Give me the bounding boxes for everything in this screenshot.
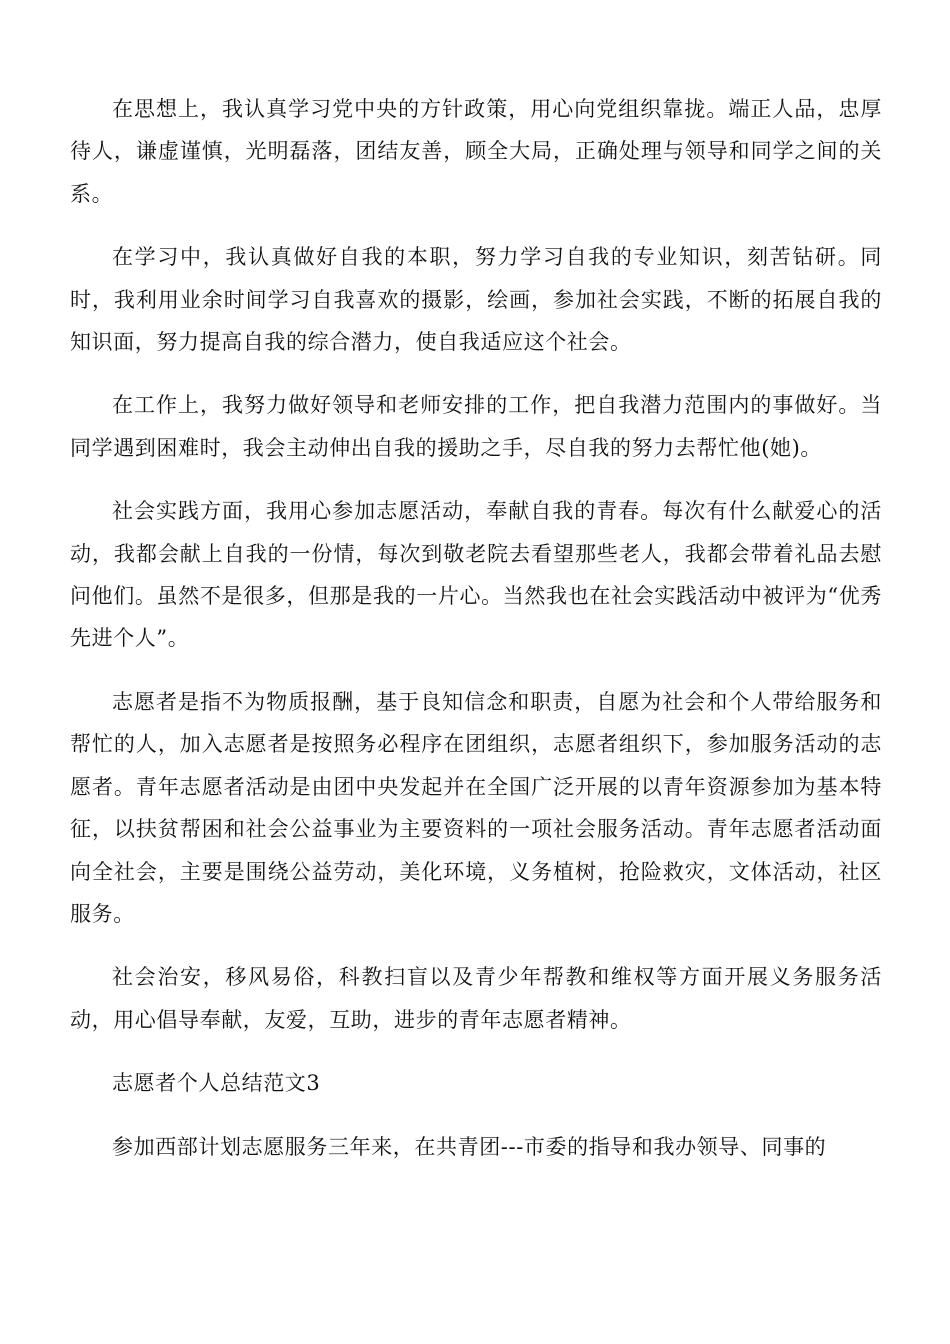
paragraph-work: 在工作上，我努力做好领导和老师安排的工作，把自我潜力范围内的事做好。当同学遇到困难时，我会主动伸出自我的援助之手，尽自我的努力去帮忙他(她)。 [70, 393, 882, 460]
paragraph-social-security: 社会治安，移风易俗，科教扫盲以及青少年帮教和维权等方面开展义务服务活动，用心倡导奉献，友爱，互助，进步的青年志愿者精神。 [70, 965, 882, 1032]
paragraph-volunteer-definition: 志愿者是指不为物质报酬，基于良知信念和职责，自愿为社会和个人带给服务和帮忙的人，加入志愿者是按照务必程序在团组织，志愿者组织下，参加服务活动的志愿者。青年志愿者活动是由团中央发起并在全国广泛开展的以青年资源参加为基本特征，以扶贫帮困和社会公益事业为主要资料的一项社会服务活动。青年志愿者活动面向全社会，主要是围绕公益劳动，美化环境，义务植树，抢险救灾，文体活动，社区服务。 [70, 689, 882, 926]
document-body [70, 88, 882, 1189]
section-heading: 志愿者个人总结范文3 [112, 1071, 321, 1096]
paragraph-social-practice: 社会实践方面，我用心参加志愿活动，奉献自我的青春。每次有什么献爱心的活动，我都会献上自我的一份情，每次到敬老院去看望那些老人，我都会带着礼品去慰问他们。虽然不是很多，但那是我的一片心。当然我也在社会实践活动中被评为“优秀先进个人”。 [70, 499, 882, 651]
paragraph-study: 在学习中，我认真做好自我的本职，努力学习自我的专业知识，刻苦钻研。同时，我利用业余时间学习自我喜欢的摄影，绘画，参加社会实践，不断的拓展自我的知识面，努力提高自我的综合潜力，使自我适应这个社会。 [70, 245, 882, 355]
paragraph-thought: 在思想上，我认真学习党中央的方针政策，用心向党组织靠拢。端正人品，忠厚待人，谦虚谨慎，光明磊落，团结友善，顾全大局，正确处理与领导和同学之间的关系。 [70, 97, 882, 206]
paragraph-western-plan: 参加西部计划志愿服务三年来，在共青团---市委的指导和我办领导、同事的 [112, 1134, 827, 1159]
